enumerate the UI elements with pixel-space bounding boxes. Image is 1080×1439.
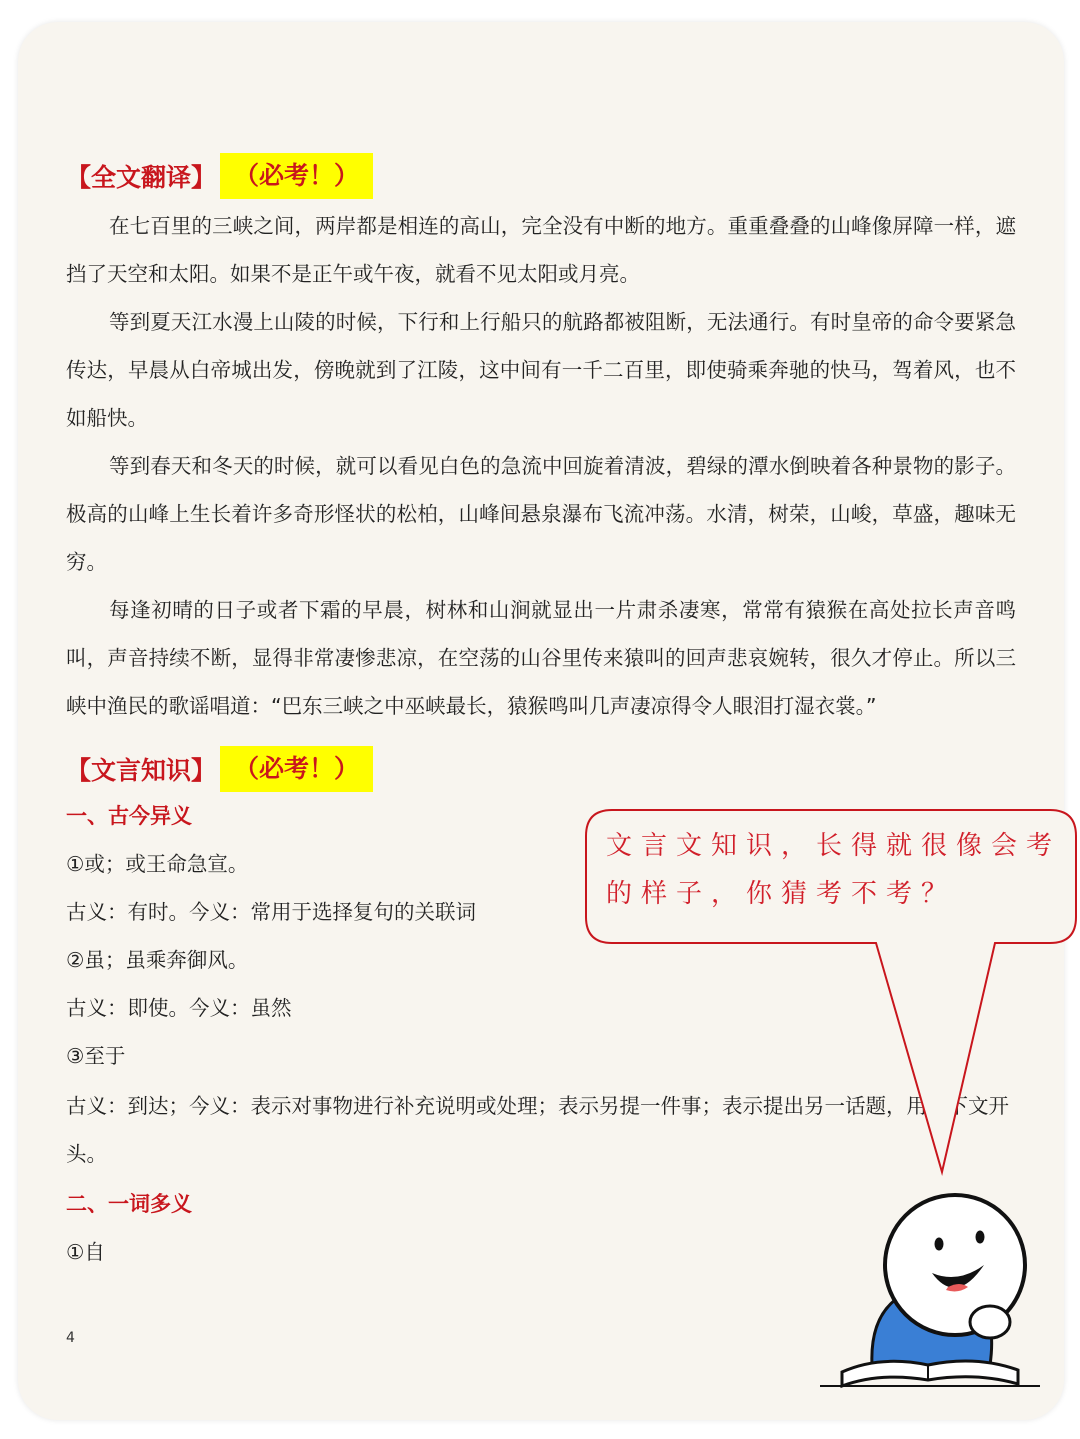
knowledge-item: ①自: [66, 1240, 105, 1264]
subheading-ancient-modern-meaning: 一、古今异义: [66, 804, 192, 828]
section-title: 【文言知识】: [66, 756, 217, 785]
must-test-tag: （必考！）: [220, 746, 373, 792]
knowledge-item: ③至于: [66, 1044, 126, 1068]
translation-paragraph-2: 等到夏天江水漫上山陵的时候，下行和上行船只的航路都被阻断，无法通行。有时皇帝的命令要紧急传达，早晨从白帝城出发，傍晚就到了江陵，这中间有一千二百里，即使骑乘奔驰的快马，驾着风，也不如船快。: [66, 310, 1016, 430]
must-test-tag: （必考！）: [220, 153, 373, 199]
translation-paragraph-3: 等到春天和冬天的时候，就可以看见白色的急流中回旋着清波，碧绿的潭水倒映着各种景物的影子。极高的山峰上生长着许多奇形怪状的松柏，山峰间悬泉瀑布飞流冲荡。水清，树荣，山峻，草盛，趣味无穷。: [66, 454, 1016, 574]
subheading-polysemy: 二、一词多义: [66, 1192, 192, 1216]
speech-bubble-text: 文言文知识，长得就很像会考的样子，你猜考不考？: [606, 831, 1062, 909]
knowledge-item: ①或；或王命急宣。: [66, 852, 249, 876]
page-number: 4: [66, 1330, 75, 1346]
section-title: 【全文翻译】: [66, 163, 217, 192]
knowledge-item: 古义：有时。今义：常用于选择复句的关联词: [66, 900, 476, 924]
knowledge-item: ②虽；虽乘奔御风。: [66, 948, 249, 972]
knowledge-item: 古义：到达；今义：表示对事物进行补充说明或处理；表示另提一件事；表示提出另一话题，用在下文开头。: [66, 1094, 1009, 1166]
translation-paragraph-4: 每逢初晴的日子或者下霜的早晨，树林和山涧就显出一片肃杀凄寒，常常有猿猴在高处拉长声音鸣叫，声音持续不断，显得非常凄惨悲凉，在空荡的山谷里传来猿叫的回声悲哀婉转，很久才停止。所以三峡中渔民的歌谣唱道：“巴东三峡之中巫峡最长，猿猴鸣叫几声凄凉得令人眼泪打湿衣裳。”: [66, 598, 1016, 718]
knowledge-item: 古义：即使。今义：虽然: [66, 996, 292, 1020]
translation-paragraph-1: 在七百里的三峡之间，两岸都是相连的高山，完全没有中断的地方。重重叠叠的山峰像屏障一样，遮挡了天空和太阳。如果不是正午或午夜，就看不见太阳或月亮。: [66, 214, 1016, 286]
